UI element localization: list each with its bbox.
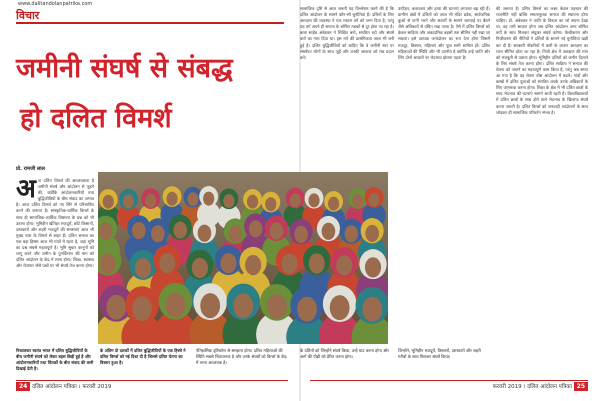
crowd-person-face [106,295,126,320]
drop-cap: अ [16,178,36,204]
headline-line-2: हो दलित विमर्श [20,103,172,134]
crowd-person-face [365,225,379,242]
site-url: www.dalitandolanpatrika.com [18,1,93,7]
crowd-person-face [200,293,220,318]
crowd-person-face [265,197,276,211]
footer-left [16,382,306,394]
crowd-photo [98,172,388,344]
crowd-person-face [223,194,234,208]
crowd-person-face [192,258,208,278]
body-column-mid-top [300,6,394,168]
caption-right-2: जिन्होंने, भूमिहीन मजदूरों, किसानों, दस्तकारों और शहरी गरीबों के साथ मिलकर संघर्ष किया। [398,348,481,359]
crowd-photo-image [98,172,388,344]
crowd-person-face [135,258,151,278]
crowd-person-face [297,297,317,322]
crowd-person-face [145,194,156,208]
crowd-person-face [365,257,381,277]
body-text-left: ज दलित विमर्श की आवश्यकता है जमीनी संघर्ष और आंदोलन से जुड़ने की, क्योंकि आंदोलनकारियों तथा बुद्धिजीवियों के बीच संवाद का अभाव है। आज दलित विमर्श को नए सिरे से परिभाषित करने की जरूरत है। सांस्कृतिक-धार्मिक विमर्श के साथ ही सामाजिक-आर्थिक विषमता के प्रश्न को भी उठाना होगा। भूमिहीन खेतिहर मजदूरों, छोटे किसानों, दस्तकारों और शहरी मजदूरों की समस्याएं आज भी मुख्य धारा के विमर्श से बाहर हैं। दलित समाज का एक बड़ा हिस्सा आज भी गांवों में रहता है, जहां भूमि का प्रश्न सबसे महत्वपूर्ण है। भूमि सुधार कानूनों को लागू करने और जमीन के पुनर्वितरण की मांग को दलित आंदोलन के केंद्र में लाना होगा। शिक्षा, स्वास्थ्य और रोजगार जैसे प्रश्नों पर भी संघर्ष तेज करना होगा। [16,178,94,269]
body-text-right: उत्पीड़न, बलात्कार और हत्या की घटनाएं लगातार बढ़ रही हैं। ग्रामीण क्षेत्रों में दलितों को आज भी मंदिर प्रवेश, सार्वजनिक कुओं से पानी भरने और सवर्णों के सामने चारपाई पर बैठने जैसे अधिकारों से वंचित रखा जाता है। ऐसे में दलित विमर्श को केवल साहित्य और अकादमिक बहसों तक सीमित नहीं रखा जा सकता। इसे व्यापक जनांदोलन का रूप देना होगा जिसमें मजदूर, किसान, महिलाएं और युवा सभी शामिल हों। दलित महिलाओं की स्थिति और भी दयनीय है क्योंकि उन्हें जाति और लिंग दोनों आधारों पर भेदभाव झेलना पड़ता है। [398,6,490,60]
crowd-person-face [308,193,319,207]
crowd-person-face [336,255,352,275]
page-number-left: 24 [16,382,30,391]
crowd-person-face [294,226,308,243]
footer-rule-left [16,380,288,381]
body-column-far-right [496,6,588,376]
crowd-person-face [132,222,146,239]
caption-left: निकालकर स्वतंत्र भारत में दलित बुद्धिजीवियों के बीच जमीनी संघर्ष को लेकर बहस छिड़ी हुई है और आंदोलनकारियों तथा चिंतकों के बीच संवाद की कमी दिखाई देती है। [16,348,94,371]
crowd-person-face [368,193,379,207]
crowd-person-face [203,192,214,206]
footer-right [310,382,588,394]
crowd-person-face [151,225,165,242]
crowd-person-face [228,225,242,242]
page-number-right: 25 [574,382,588,391]
crowd-person-face [309,253,325,273]
caption-right: के दलितों को जिन्होंने संघर्ष किया, उन्हें याद करना होगा और आगे की पीढ़ी को प्रेरित करना होगा। [300,348,389,359]
body-text-mid: सामाजिक दृष्टि से आज जरूरी यह विश्लेषण करने की है कि दलित आंदोलन के सामने कौन-सी चुनौतियां हैं। दलितों के लिए आरक्षण की व्यवस्था ने एक मध्यम वर्ग को जन्म दिया है, परंतु यह वर्ग अपने ही समाज के शोषित तबकों से दूर होता जा रहा है। बाबा साहेब अंबेडकर ने शिक्षित बनो, संगठित रहो और संघर्ष करो का नारा दिया था। इस नारे की प्रासंगिकता आज भी बनी हुई है। दलित बुद्धिजीवियों को चाहिए कि वे जमीनी स्तर पर संघर्षरत लोगों के साथ जुड़ें और उनकी आवाज को मंच प्रदान करें। [300,6,394,60]
crowd-person-face [328,197,339,211]
caption-mid-2: ऐतिहासिक दृष्टिकोण से समझना होगा। दलित महिलाओं की स्थिति सबसे चिंताजनक है और उनके संघर्षों को विमर्श के केंद्र में लाना आवश्यक है। [196,348,287,365]
crowd-person-face [132,296,152,321]
crowd-person-face [281,254,297,274]
crowd-person-face [100,254,116,274]
crowd-person-face [173,221,187,238]
crowd-person-face [220,253,236,273]
crowd-person-face [249,220,263,237]
body-column-left [16,178,94,376]
crowd-person-face [166,192,177,206]
crowd-person-face [344,225,358,242]
crowd-person-face [123,194,134,208]
crowd-person-face [245,255,261,275]
crowd-person-face [233,293,253,318]
crowd-person-face [103,195,114,209]
header-rule [16,22,284,24]
footer-left-text: दलित आंदोलन पत्रिका । फरवरी 2019 [32,384,112,390]
body-column-right-top [398,6,490,168]
crowd-person-face [330,295,350,320]
body-text-far-right: की जरूरत है। दलित विमर्श का लक्ष्य केवल पहचान की राजनीति नहीं बल्कि समतामूलक समाज की स्थापना होना चाहिए। डॉ. अंबेडकर ने जाति के विनाश का जो सपना देखा था, वह तभी साकार होगा जब दलित आंदोलन अन्य शोषित वर्गों के साथ मिलकर संयुक्त संघर्ष करेगा। वैश्वीकरण और निजीकरण की नीतियों ने दलितों के सामने नई चुनौतियां खड़ी कर दी हैं। सरकारी नौकरियों में कमी के कारण आरक्षण का लाभ सीमित होता जा रहा है। निजी क्षेत्र में आरक्षण की मांग को मजबूती से उठाना होगा। भूमिहीन दलितों को जमीन दिलाने के लिए संघर्ष तेज करना होगा। दलित साहित्य ने समाज की चेतना को जगाने का महत्वपूर्ण काम किया है, परंतु अब समय आ गया है कि यह चेतना ठोस आंदोलन में बदले। गांवों और कस्बों में दलित युवाओं को संगठित करके उनके अधिकारों के लिए जागरूक करना होगा। शिक्षा के क्षेत्र में भी दलित छात्रों के साथ भेदभाव की घटनाएं सामने आती रहती हैं। विश्वविद्यालयों में दलित छात्रों के साथ होने वाले भेदभाव के खिलाफ संघर्ष करना जरूरी है। दलित विमर्श को जनवादी आंदोलनों के साथ जोड़कर ही सामाजिक परिवर्तन संभव है। [496,6,588,115]
crowd-person-face [290,193,301,207]
crowd-person-face [198,225,212,242]
crowd-person-face [165,293,185,318]
crowd-person-face [159,253,175,273]
headline-line-1: जमीनी संघर्ष से संबद्ध [16,53,233,84]
footer-right-text: फरवरी 2019 । दलित आंदोलन पत्रिका [492,384,572,390]
crowd-person-face [270,222,284,239]
crowd-person-face [352,194,363,208]
byline: प्रो. रामजी लाल [16,166,45,172]
section-tag: विचार [16,9,40,22]
crowd-person-face [362,297,382,322]
footer-rule-right [310,380,588,381]
crowd-person-face [187,192,198,206]
crowd-person-face [267,294,287,319]
crowd-person-face [99,223,113,240]
crowd-person-face [322,223,336,240]
crowd-person-face [247,195,258,209]
caption-mid: के अंतिम दो दशकों में दलित बुद्धिजीवियों के एक हिस्से ने दलित विमर्श को नई दिशा दी है जिससे दलित चेतना का विस्तार हुआ है। [100,348,186,365]
